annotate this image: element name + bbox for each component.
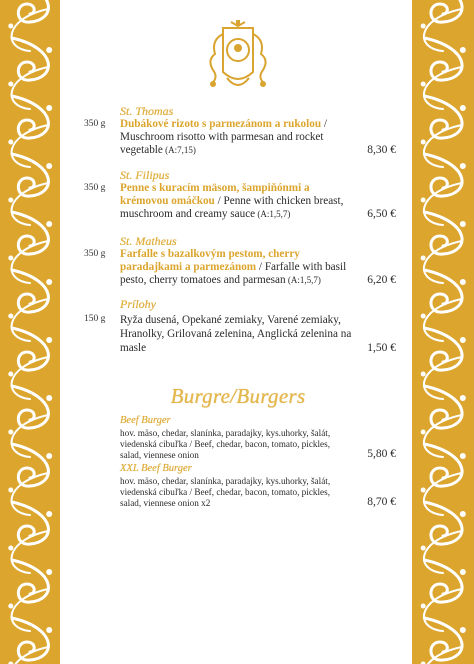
dish-english: Penne with chicken breast, muschroom and creamy sauce xyxy=(120,195,344,220)
weight-label: 350 g xyxy=(84,119,106,129)
category-label: Beef Burger xyxy=(120,415,171,426)
dish-english: Ryža dusená, Opekané zemiaky, Varené zemiaky, Hranolky, Grilovaná zelenina, Anglická zelenina na masle xyxy=(120,314,352,354)
category-label: St. Thomas xyxy=(120,104,174,118)
dish-english: Muschroom risotto with parmesan and rocket vegetable xyxy=(120,131,324,156)
ornamental-crest-icon xyxy=(203,20,273,95)
left-ornament-band xyxy=(0,0,60,664)
menu-item: St. Thomas 350 g Dubákové rizoto s parmezánom a rukolou / Muschroom risotto with parmesan and rocket vegetable (A:7,15) 8,30 € xyxy=(84,104,396,156)
category-label: St. Filipus xyxy=(120,168,170,182)
category-label: Prílohy xyxy=(120,297,156,311)
dish-name: Penne s kuracím mäsom, šampiňónmi a krémovou omáčkou xyxy=(120,182,310,207)
price-label: 8,70 € xyxy=(367,496,396,508)
dish-english: Farfalle with basil pesto, cherry tomatoes and parmesan xyxy=(120,261,347,286)
section-title: Burgre/Burgers xyxy=(170,384,306,408)
menu-item: St. Matheus 350 g Farfalle s bazalkovým pestom, cherry paradajkami a parmezánom / Farfalle with basil pesto, cherry tomatoes and parmesan (A:1,5,7) 6,20 € xyxy=(84,234,396,286)
price-label: 6,20 € xyxy=(367,274,396,286)
allergen-code: (A:7,15) xyxy=(162,145,196,155)
price-label: 6,50 € xyxy=(367,208,396,220)
burger-description: hov. mäso, chedar, slanínka, paradajky, kys.uhorky, šalát, viedenská cibuľka / Beef, chedar, bacon, tomato, pickles, salad, viennese onion xyxy=(120,428,331,460)
menu-item xyxy=(84,297,396,355)
dish-name: Farfalle s bazalkovým pestom, cherry paradajkami a parmezánom xyxy=(120,248,300,273)
category-label: St. Matheus xyxy=(120,234,177,248)
weight-label: 350 g xyxy=(84,183,106,193)
weight-label: 150 g xyxy=(84,314,106,324)
burger-description: hov. mäso, chedar, slanínka, paradajky, kys.uhorky, šalát, viedenská cibuľka / Beef, chedar, bacon, tomato, pickles, salad, viennese onion x2 xyxy=(120,476,331,508)
burger-item xyxy=(120,462,396,509)
price-label: 8,30 € xyxy=(367,144,396,156)
burger-item xyxy=(120,414,396,461)
swirl-pattern-icon xyxy=(412,0,474,664)
allergen-code: (A:1,5,7) xyxy=(255,209,291,219)
right-ornament-band xyxy=(412,0,474,664)
category-label: XXL Beef Burger xyxy=(120,463,192,474)
dish-name: Dubákové rizoto s parmezánom a rukolou xyxy=(120,118,322,130)
weight-label: 350 g xyxy=(84,249,106,259)
price-label: 1,50 € xyxy=(367,342,396,354)
menu-item: St. Filipus 350 g Penne s kuracím mäsom, šampiňónmi a krémovou omáčkou / Penne with chicken breast, muschroom and creamy sauce (A:1,5,7) 6,50 € xyxy=(84,168,396,220)
swirl-pattern-icon xyxy=(0,0,60,664)
price-label: 5,80 € xyxy=(367,448,396,460)
allergen-code: (A:1,5,7) xyxy=(285,275,321,285)
